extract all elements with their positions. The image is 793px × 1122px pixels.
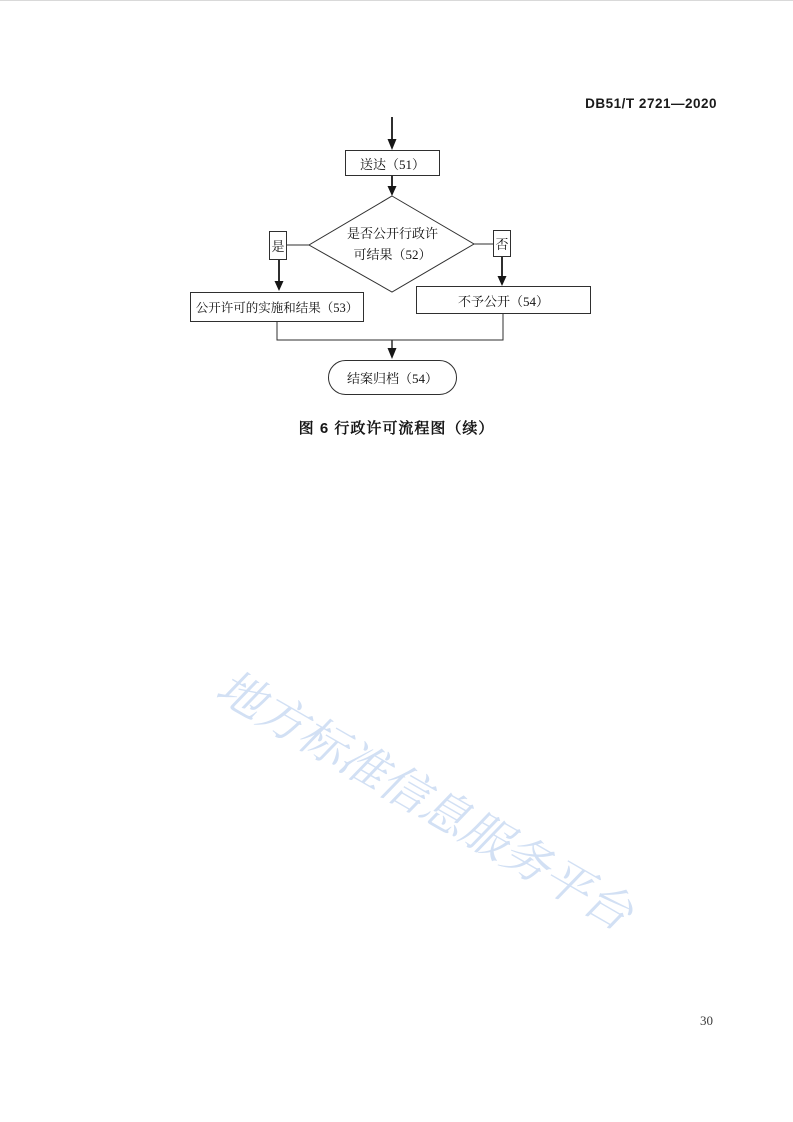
arrowhead-entry <box>388 139 397 150</box>
arrowhead-deliver-to-decision <box>388 186 397 196</box>
decision-text-line2: 可结果（52） <box>353 247 432 262</box>
flow-node-decision <box>310 221 475 267</box>
flow-node-deliver: 送达（51） <box>345 150 440 176</box>
flow-node-publish-result: 公开许可的实施和结果（53） <box>190 292 364 322</box>
page-number: 30 <box>700 1013 713 1028</box>
arrowhead-to-archive <box>388 348 397 359</box>
flow-node-archive-terminator: 结案归档（54） <box>328 360 457 395</box>
flow-node-not-public: 不予公开（54） <box>416 286 591 314</box>
arrowhead-no <box>498 276 507 286</box>
standard-code-header: DB51/T 2721—2020 <box>585 96 717 111</box>
figure-caption: 图 6 行政许可流程图（续） <box>298 420 495 437</box>
watermark-text: 地方标准信息服务平台 <box>206 659 642 942</box>
flow-branch-no-label: 否 <box>493 230 511 257</box>
arrowhead-yes <box>275 281 284 291</box>
flow-branch-yes-label: 是 <box>269 231 287 260</box>
decision-text-line1: 是否公开行政许 <box>346 226 438 241</box>
